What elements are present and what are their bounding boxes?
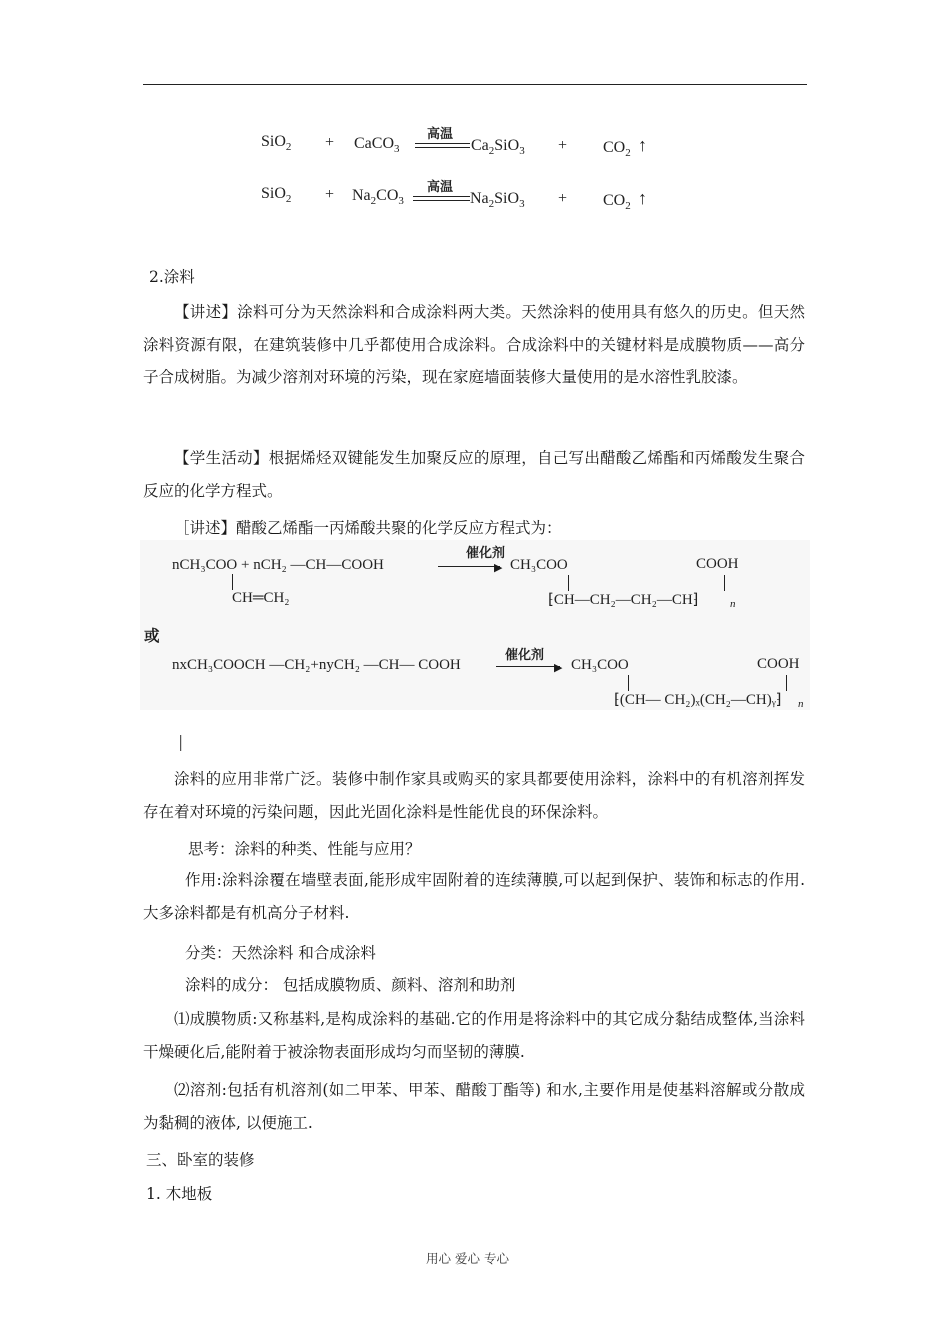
- subsection-wood-floor: 1. 木地板: [146, 1185, 213, 1203]
- reaction-1-pendant: CH₃COO: [510, 557, 568, 573]
- bond-line: [568, 575, 569, 591]
- plus-sign: +: [325, 186, 335, 203]
- repeat-count: n: [730, 598, 736, 610]
- reaction-1-polymer-chain: ⁅CH—CH₂—CH₂—CH⁆: [548, 592, 699, 608]
- section-heading-bedroom: 三、卧室的装修: [146, 1151, 255, 1169]
- plus-sign: +: [325, 134, 335, 151]
- classification-line: 分类：天然涂料 和合成涂料: [185, 944, 376, 962]
- product-ca2sio3: $Ca_2SiO_3$: [471, 137, 525, 158]
- plus-sign: +: [558, 137, 568, 154]
- reactant-caco3: CaCO$_3$: [354, 135, 400, 156]
- bond-line: [232, 574, 233, 590]
- bond-line: [724, 575, 725, 591]
- reaction-arrow: [496, 666, 560, 667]
- section-heading-coatings: 2.涂料: [149, 268, 195, 286]
- equals-bar: [413, 196, 470, 201]
- arrow-head-icon: ▶: [554, 661, 563, 674]
- reaction-2-cooh: COOH: [757, 656, 800, 672]
- catalyst-label: 催化剂: [466, 545, 506, 560]
- reaction-2-pendant: CH₃COO: [571, 657, 629, 673]
- reactant-sio2: SiO$_2$: [261, 133, 292, 154]
- reaction-arrow: [438, 566, 500, 567]
- paragraph-film-former: ⑴成膜物质:又称基料,是构成涂料的基础.它的作用是将涂料中的其它成分黏结成整体,当涂料干燥硬化后,能附着于被涂物表面形成均匀而坚韧的薄膜.: [143, 1010, 805, 1061]
- catalyst-label: 催化剂: [505, 647, 545, 662]
- product-co2: $CO_2$: [603, 192, 631, 213]
- condition-high-temp: 高温: [427, 179, 454, 194]
- gas-arrow-icon: ↑: [638, 188, 647, 208]
- reactant-sio2: SiO$_2$: [261, 185, 292, 206]
- arrow-head-icon: ▶: [494, 561, 503, 574]
- equation-2: [0, 0, 950, 220]
- product-na2sio3: $Na_2SiO_3$: [470, 190, 525, 211]
- paragraph-lecture: 【讲述】涂料可分为天然涂料和合成涂料两大类。天然涂料的使用具有悠久的历史。但天然涂料资源有限，在建筑装修中几乎都使用合成涂料。合成涂料中的关键材料是成膜物质——高分子合成树脂。为减少溶剂对环境的污染，现在家庭墙面装修大量使用的是水溶性乳胶漆。: [143, 303, 805, 386]
- reaction-1-substituent: CH═CH₂: [232, 590, 290, 606]
- repeat-count: n: [798, 698, 804, 710]
- condition-high-temp: 高温: [427, 126, 454, 141]
- bond-line: [786, 675, 787, 691]
- paragraph-student-activity: 【学生活动】根据烯烃双键能发生加聚反应的原理，自己写出醋酸乙烯酯和丙烯酸发生聚合反应的化学方程式。: [143, 449, 805, 500]
- plus-sign: +: [558, 190, 568, 207]
- text-cursor-mark: |: [178, 733, 184, 751]
- reaction-2-polymer-chain: ⁅(CH— CH₂)ₓ(CH₂—CH)ᵧ⁆: [614, 692, 782, 708]
- reaction-1-cooh: COOH: [696, 556, 739, 572]
- gas-arrow-icon: ↑: [638, 135, 647, 155]
- think-question: 思考：涂料的种类、性能与应用？: [188, 840, 421, 858]
- paragraph-solvent: ⑵溶剂:包括有机溶剂(如二甲苯、甲苯、醋酸丁酯等) 和水,主要作用是使基料溶解或分散成为黏稠的液体, 以便施工.: [143, 1081, 805, 1132]
- bond-line: [628, 675, 629, 691]
- product-co2: $CO_2$: [603, 139, 631, 160]
- reaction-1-reactants: nCH₃COO + nCH₂ —CH—COOH: [172, 557, 384, 573]
- page-footer: 用心 爱心 专心: [426, 1251, 509, 1266]
- or-label: 或: [144, 626, 160, 645]
- paragraph-reaction-intro: ［讲述】醋酸乙烯酯一丙烯酸共聚的化学反应方程式为：: [174, 519, 562, 537]
- components-line: 涂料的成分： 包括成膜物质、颜料、溶剂和助剂: [185, 976, 516, 994]
- reactant-na2co3: $Na_2CO_3$: [352, 187, 404, 208]
- reaction-2-reactants: nxCH₃COOCH —CH₂+nyCH₂ —CH— COOH: [172, 657, 461, 673]
- paragraph-applications: 涂料的应用非常广泛。装修中制作家具或购买的家具都要使用涂料，涂料中的有机溶剂挥发存在着对环境的污染问题，因此光固化涂料是性能优良的环保涂料。: [143, 770, 805, 821]
- paragraph-function: 作用:涂料涂覆在墙壁表面,能形成牢固附着的连续薄膜,可以起到保护、装饰和标志的作用.大多涂料都是有机高分子材料.: [143, 871, 805, 922]
